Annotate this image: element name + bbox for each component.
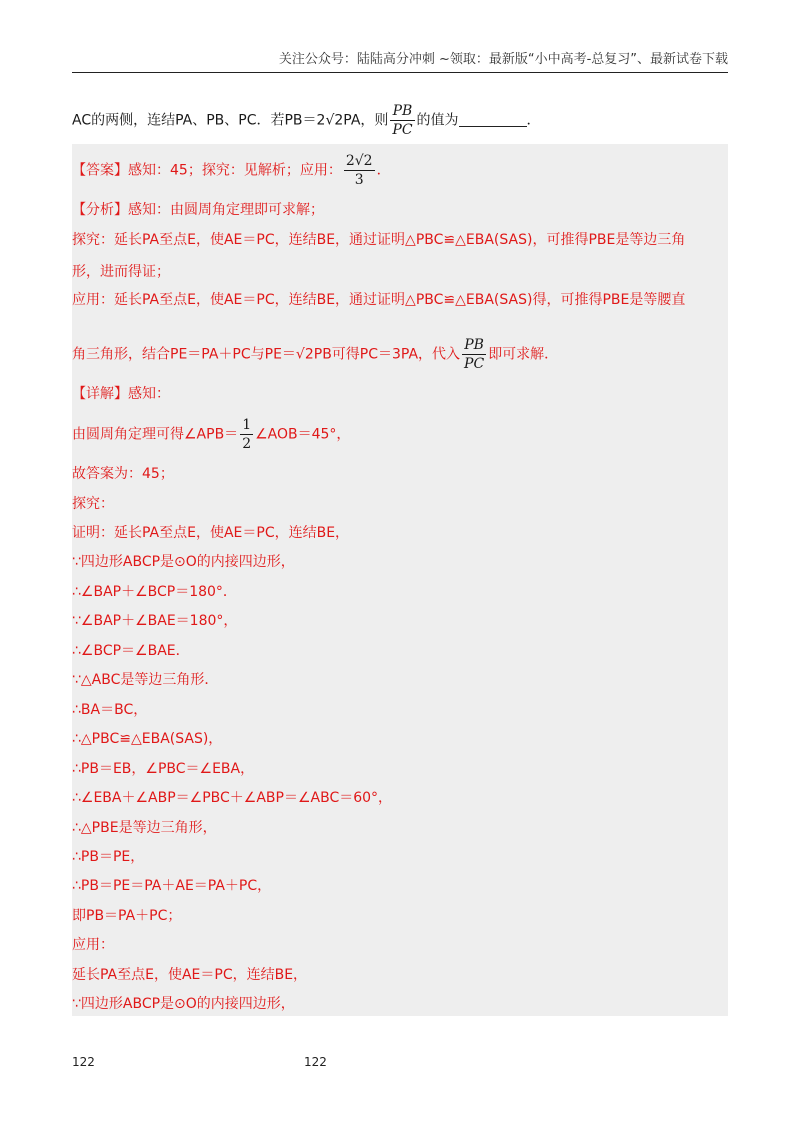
detail-line: 证明：延长PA至点E，使AE＝PC，连结BE， [72,525,350,541]
fraction-denominator: PC [464,356,485,372]
detail-line: 应用： [72,937,114,953]
fraction-denominator: 3 [354,172,364,188]
detail-line: 即PB＝PA＋PC； [72,908,182,924]
analysis-title: 【分析】感知：由圆周角定理即可求解； [72,202,324,218]
detail-line: ∴∠BCP＝∠BAE． [72,643,190,659]
detail-title: 【详解】感知： [72,386,170,402]
question-end: ． [526,112,541,129]
detail-line: ∴∠BAP＋∠BCP＝180°． [72,584,237,600]
detail-suffix: ∠AOB＝45°， [255,426,351,443]
detail-line: ∵四边形ABCP是⊙O的内接四边形， [72,996,295,1012]
analysis-line [72,336,558,373]
question-line [72,102,541,139]
detail-line: ∴PB＝PE， [72,849,145,865]
detail-line: ∵四边形ABCP是⊙O的内接四边形， [72,554,295,570]
analysis-line: 探究：延长PA至点E，使AE＝PC，连结BE，通过证明△PBC≌△EBA(SAS)，可推得PBE是等边三角 [72,232,686,248]
page-header: 关注公众号：陆陆高分冲刺 ~领取：最新版“小中高考-总复习”、最新试卷下载 [278,52,728,67]
fraction-numerator: 2√2 [345,153,373,169]
detail-line: ∴PB＝EB，∠PBC＝∠EBA， [72,761,255,777]
detail-line [72,416,350,453]
header-rule [72,72,728,73]
detail-line: 延长PA至点E，使AE＝PC，连结BE， [72,967,308,983]
detail-line: ∵△ABC是等边三角形． [72,672,219,688]
question-suffix: 的值为 [416,112,459,129]
question-text: AC的两侧，连结PA、PB、PC．若PB＝2√2PA，则 [72,112,389,129]
detail-line: ∵∠BAP＋∠BAE＝180°， [72,613,238,629]
detail-text: 由圆周角定理可得∠APB＝ [72,426,239,443]
answer-text: 【答案】感知：45；探究：见解析；应用： [72,162,342,179]
question-fraction [390,102,414,139]
detail-line: 故答案为：45； [72,466,174,482]
detail-line: ∴△PBC≌△EBA(SAS)， [72,731,223,747]
fraction-numerator: PB [462,336,486,355]
detail-line: ∴BA＝BC， [72,702,148,718]
detail-line: ∴△PBE是等边三角形， [72,820,217,836]
detail-line: ∴∠EBA＋∠ABP＝∠PBC＋∠ABP＝∠ABC＝60°， [72,790,393,806]
fraction-denominator: 2 [242,436,252,452]
analysis-fraction [462,336,486,373]
footer-page-number-center: 122 [304,1055,327,1069]
answer-fraction [344,152,375,189]
answer-line [72,152,391,189]
detail-fraction [240,416,253,453]
fraction-denominator: PC [392,122,413,138]
analysis-line: 应用：延长PA至点E，使AE＝PC，连结BE，通过证明△PBC≌△EBA(SAS)得，可推得PBE是等腰直 [72,292,686,308]
detail-line: ∴PB＝PE＝PA＋AE＝PA＋PC， [72,878,272,894]
footer-page-number-left: 122 [72,1055,95,1069]
analysis-line: 形，进而得证； [72,264,170,280]
detail-line: 探究： [72,496,114,512]
answer-end: ． [376,162,391,179]
fraction-numerator: 1 [242,417,252,433]
analysis-text: 角三角形，结合PE＝PA＋PC与PE＝√2PB可得PC＝3PA，代入 [72,346,461,363]
fraction-numerator: PB [390,102,414,121]
analysis-suffix: 即可求解． [488,346,559,363]
answer-blank [459,112,527,127]
